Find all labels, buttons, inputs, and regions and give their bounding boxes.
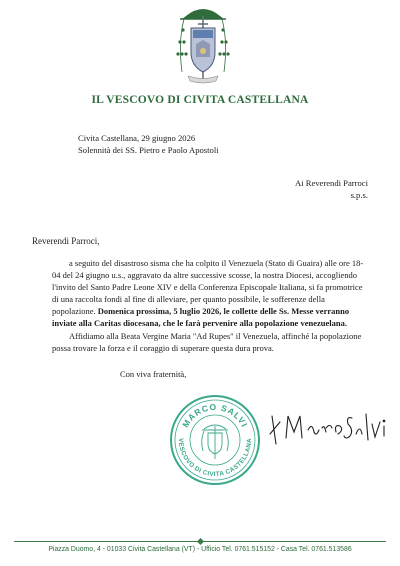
feast-day: Solennità dei SS. Pietro e Paolo Apostoli [78,145,219,155]
dateline [78,132,219,156]
place-and-date: Civita Castellana, 29 giugno 2026 [78,133,196,143]
episcopal-seal-stamp [168,393,262,487]
closing: Con viva fraternità, [120,369,187,379]
paragraph-1 [52,257,366,330]
footer-divider [14,541,386,542]
footer-address: Piazza Duomo, 4 - 01033 Civita Castellana (VT) - Ufficio Tel. 0761.515152 - Casa Tel. 0761.513586 [48,546,352,553]
episcopal-coat-of-arms-icon [174,2,232,86]
letter-body [52,257,366,354]
footer-divider-ornament [197,538,204,545]
paragraph-2: Affidiamo alla Beata Vergine Maria "Ad Rupes" il Venezuela, affinché la popolazione possa trovare la forza e il coraggio di superare questa dura prova. [52,330,362,353]
seal-top-text: MARCO SALVI [180,401,250,430]
letterhead-title: IL VESCOVO DI CIVITA CASTELLANA [91,94,309,106]
paragraph-1-emphasis: Domenica prossima, 5 luglio 2026, le collette delle Ss. Messe verranno inviate alla Caritas diocesana, che le farà pervenire alla popolazione venezuelana. [52,306,350,329]
handwritten-signature [264,404,386,454]
paragraph-1-text: a seguito del disastroso sisma che ha colpito il Venezuela (Stato di Guaira) alle ore 18-04 del 24 giugno u.s., aggravato da altre successive scosse, la nostra Diocesi, accogliendo l'invito del Santo Padre Leone XIV e della Conferenza Episcopale Italiana, si fa promotrice di una raccolta fondi al fine di alleviare, per quanto possibile, le sofferenze della popolazione. [52,258,364,317]
addressee-recipient: Ai Reverendi Parroci [294,178,368,188]
addressee-block [295,177,368,201]
salutation: Reverendi Parroci, [32,236,100,246]
addressee-abbreviation: s.p.s. [350,190,368,200]
seal-bottom-text: VESCOVO DI CIVITA CASTELLANA [176,438,254,479]
